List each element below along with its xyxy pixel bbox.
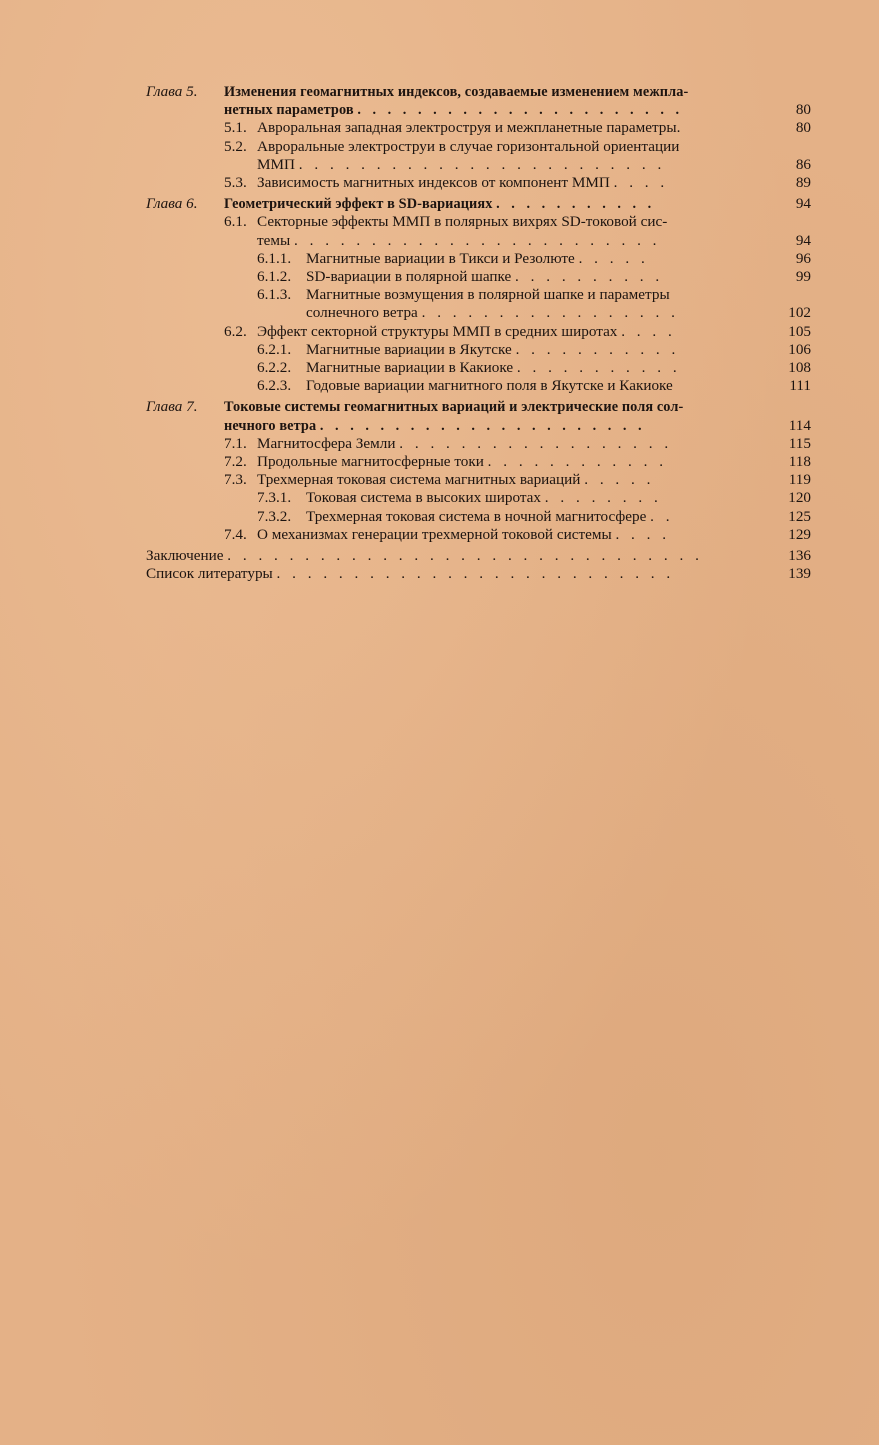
page-number: 115	[788, 434, 811, 452]
subsection-title: Магнитные вариации в Тикси и Резолюте	[306, 249, 575, 267]
dot-leader: . . . . . . . . . . . . . . . . .	[421, 304, 679, 322]
dot-leader: . . . . . . . .	[544, 489, 662, 507]
toc-section-7-1	[146, 435, 811, 453]
section-number: 6.1.	[224, 213, 247, 231]
section-title: Авроральная западная электроструя и межпланетные параметры.	[257, 119, 681, 137]
section-number: 5.1.	[224, 119, 247, 137]
subsection-title: Трехмерная токовая система в ночной магнитосфере	[306, 507, 647, 525]
toc-section-7-2	[146, 453, 811, 471]
page-number: 99	[795, 268, 811, 286]
toc-subsection-6-2-3	[146, 377, 811, 395]
chapter-title-cont: нетных параметров	[224, 102, 354, 119]
section-title: Продольные магнитосферные токи	[257, 453, 484, 471]
page-number: 80	[795, 101, 811, 119]
dot-leader: . . . . . . . . . . .	[496, 196, 656, 213]
page-number: 139	[788, 565, 811, 583]
toc-section-5-1	[146, 119, 811, 137]
table-of-contents	[146, 80, 811, 583]
section-title-cont: темы	[257, 231, 291, 249]
section-number: 7.2.	[224, 453, 247, 471]
subsection-number: 6.1.2.	[257, 268, 292, 286]
chapter-title: Геометрический эффект в SD-вариациях	[224, 196, 493, 213]
subsection-title: Годовые вариации магнитного поля в Якутске и Какиоке	[306, 377, 673, 395]
subsection-number: 6.2.1.	[257, 340, 292, 358]
dot-leader: . . . . . . . . . . . . . . . . . . . . . .	[357, 102, 684, 119]
section-title: Трехмерная токовая система магнитных вариаций	[257, 471, 581, 489]
subsection-number: 6.2.2.	[257, 359, 292, 377]
chapter-title: Токовые системы геомагнитных вариаций и электрические поля сол-	[224, 399, 684, 416]
toc-subsection-6-1-2	[146, 268, 811, 286]
page-number: 129	[788, 525, 811, 543]
subsection-number: 6.1.1.	[257, 249, 292, 267]
subsection-number: 7.3.1.	[257, 489, 292, 507]
dot-leader: . . . . . . . . . . . . . . . . . . . . . . . .	[298, 155, 666, 173]
section-title: Зависимость магнитных индексов от компонент ММП	[257, 174, 610, 192]
toc-subsection-7-3-1	[146, 489, 811, 507]
toc-subsection-6-2-1	[146, 341, 811, 359]
toc-chapter-7	[146, 398, 811, 434]
toc-chapter-6	[146, 195, 811, 213]
section-number: 7.1.	[224, 434, 247, 452]
page-number: 119	[788, 471, 811, 489]
section-title: О механизмах генерации трехмерной токовой системы	[257, 525, 612, 543]
toc-section-5-2	[146, 138, 811, 174]
page-number: 94	[795, 195, 811, 213]
dot-leader: . .	[650, 507, 674, 525]
dot-leader: . . . . . . . . . .	[515, 268, 664, 286]
subsection-number: 6.2.3.	[257, 377, 292, 395]
toc-section-6-2	[146, 323, 811, 341]
page-number: 108	[788, 359, 811, 377]
dot-leader: . . . . . . . . . . . . . . . . . . . . . . . .	[294, 231, 661, 249]
section-number: 7.3.	[224, 471, 247, 489]
toc-references	[146, 565, 811, 583]
section-title: Секторные эффекты ММП в полярных вихрях SD-токовой сис-	[257, 213, 668, 231]
references-title: Список литературы	[146, 565, 273, 583]
dot-leader: . . . .	[621, 322, 676, 340]
toc-section-7-3	[146, 471, 811, 489]
subsection-title: Магнитные возмущения в полярной шапке и параметры	[306, 286, 670, 304]
subsection-title: Токовая система в высоких широтах	[306, 489, 541, 507]
toc-section-7-4	[146, 526, 811, 544]
dot-leader: . . . . . . . . . . . . . . . . . . . . . .	[319, 417, 646, 434]
page-number: 106	[788, 340, 811, 358]
section-number: 6.2.	[224, 322, 247, 340]
page-number: 125	[788, 507, 811, 525]
chapter-title-cont: нечного ветра	[224, 417, 317, 434]
toc-subsection-6-1-1	[146, 250, 811, 268]
toc-subsection-6-2-2	[146, 359, 811, 377]
dot-leader: . . . .	[613, 174, 669, 192]
section-title: Эффект секторной структуры ММП в средних широтах	[257, 322, 618, 340]
subsection-number: 6.1.3.	[257, 286, 292, 304]
page-number: 136	[788, 547, 811, 565]
subsection-title: SD-вариации в полярной шапке	[306, 268, 512, 286]
page-number: 111	[789, 377, 811, 395]
dot-leader: . . . . .	[584, 471, 655, 489]
subsection-number: 7.3.2.	[257, 507, 292, 525]
toc-section-5-3	[146, 174, 811, 192]
chapter-label: Глава 7.	[146, 398, 198, 416]
page-number: 89	[795, 174, 811, 192]
dot-leader: . . . . . . . . . . . . . . . . . . . . . . . . . . . . . . .	[227, 547, 703, 565]
section-number: 5.2.	[224, 137, 247, 155]
page-number: 102	[788, 304, 811, 322]
toc-conclusion	[146, 547, 811, 565]
dot-leader: . . . . . . . . . . . . . . . . . .	[399, 434, 673, 452]
dot-leader: . . . .	[615, 525, 671, 543]
chapter-label: Глава 6.	[146, 195, 198, 213]
subsection-title: Магнитные вариации в Якутске	[306, 340, 512, 358]
section-number: 5.3.	[224, 174, 247, 192]
toc-section-6-1	[146, 213, 811, 249]
section-title: Магнитосфера Земли	[257, 434, 396, 452]
toc-chapter-5	[146, 83, 811, 119]
page-number: 120	[788, 489, 811, 507]
page-number: 80	[795, 119, 811, 137]
dot-leader: . . . . . . . . . . .	[516, 359, 681, 377]
page-number: 118	[788, 453, 811, 471]
chapter-title: Изменения геомагнитных индексов, создаваемые изменением межпла-	[224, 84, 689, 100]
page-number: 114	[788, 416, 811, 434]
dot-leader: . . . . .	[578, 249, 649, 267]
subsection-title-cont: солнечного ветра	[306, 304, 418, 322]
subsection-title: Магнитные вариации в Какиоке	[306, 359, 514, 377]
page-number: 105	[788, 322, 811, 340]
dot-leader: . . . . . . . . . . . .	[487, 453, 667, 471]
page-number: 94	[795, 231, 811, 249]
dot-leader: . . . . . . . . . . .	[515, 340, 680, 358]
page-number: 96	[795, 249, 811, 267]
section-title-cont: ММП	[257, 155, 295, 173]
toc-subsection-7-3-2	[146, 508, 811, 526]
dot-leader: . . . . . . . . . . . . . . . . . . . . . . . . . .	[276, 565, 675, 583]
chapter-label: Глава 5.	[146, 83, 198, 100]
conclusion-title: Заключение	[146, 547, 224, 565]
section-title: Авроральные электроструи в случае горизонтальной ориентации	[257, 137, 680, 155]
section-number: 7.4.	[224, 525, 247, 543]
page-number: 86	[795, 155, 811, 173]
toc-subsection-6-1-3	[146, 286, 811, 322]
